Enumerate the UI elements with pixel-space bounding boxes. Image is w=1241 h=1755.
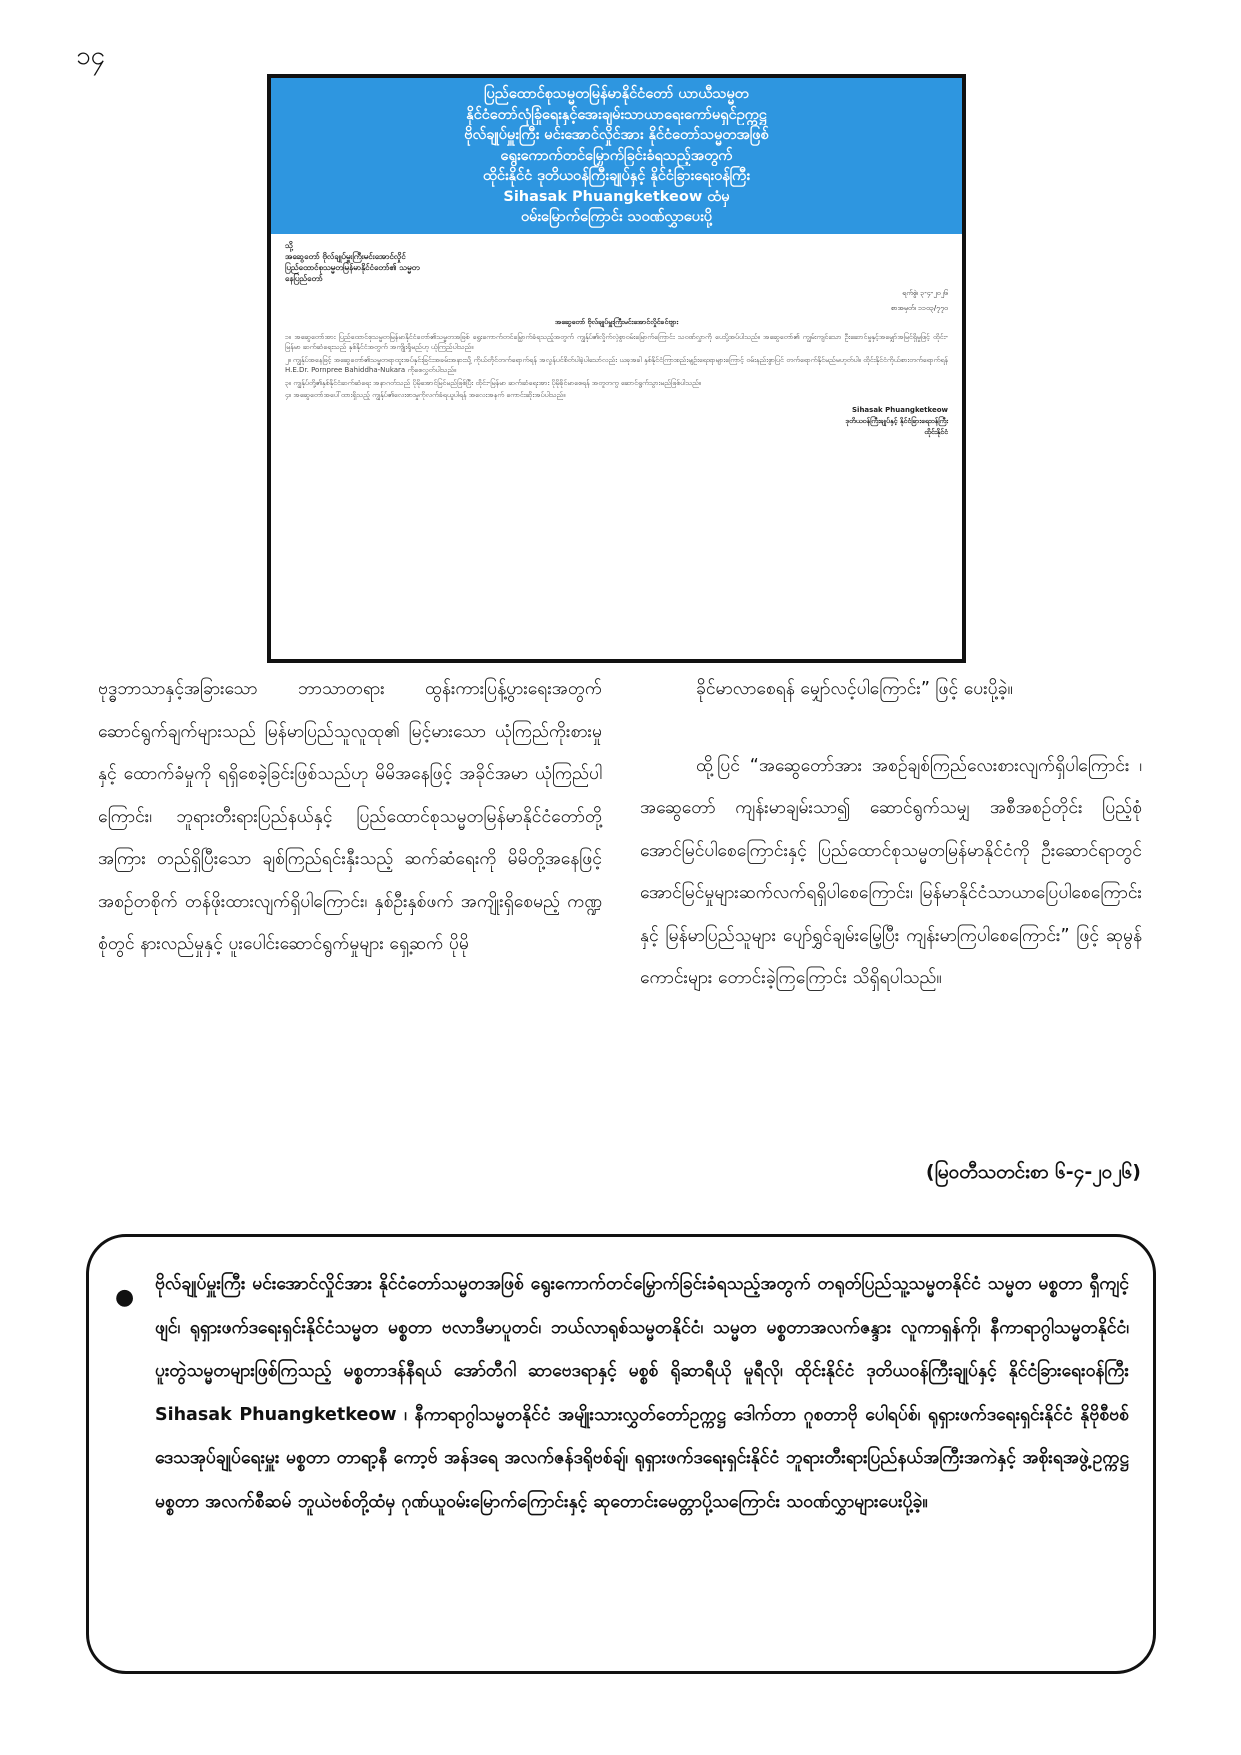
letter-image — [267, 74, 966, 663]
letter-paragraph: ၂။ ကျွန်ုပ်အနေဖြင့် အဆွေတော်၏သမ္မတရာထူးအပ်နှင်းခြင်းအခမ်းအနားသို့ ကိုယ်တိုင်တက်ရောက်ရန် အလွန်ပင်စိတ်ပါခဲ့ပါသော်လည်း ယခုအခါ နှစ်နိုင်ငံကြားစည်းမျဉ်းရေးရာများကြောင့် ဝမ်းနည်းစွာပြင် တက်ရောက်နိုင်မည်မဟုတ်ပါ။ ထိုင်းနိုင်ငံကိုယ်စားတက်ရောက်ရန် H.E.Dr. Pornpree Bahiddha-Nukara ကိုစေလွှတ်ပါသည်။ — [285, 355, 948, 374]
page-number: ၁၄ — [76, 41, 106, 71]
bullet-icon: ● — [115, 1285, 135, 1310]
article-right-column — [640, 668, 1142, 1000]
article-left-column — [98, 668, 602, 966]
letter-header — [271, 78, 962, 234]
letter-salutation: အဆွေတော် ဗိုလ်ချုပ်မှူးကြီးမင်းအောင်လှိုင်ခင်ဗျား — [554, 318, 679, 326]
letter-header-line: ထိုင်းနိုင်ငံ ဒုတိယဝန်ကြီးချုပ်နှင့် နိုင်ငံခြားရေးဝန်ကြီး — [482, 168, 751, 184]
article-paragraph: ထို့ပြင် “အဆွေတော်အား အစဉ်ချစ်ကြည်လေးစားလျက်ရှိပါကြောင်း ၊ အဆွေတော် ကျန်းမာချမ်းသာ၍ ဆောင်ရွက်သမျှ အစီအစဉ်တိုင်း ပြည့်စုံအောင်မြင်ပါစေကြောင်းနှင့် ပြည်ထောင်စုသမ္မတမြန်မာနိုင်ငံကို ဦးဆောင်ရာတွင် အောင်မြင်မှုများဆက်လက်ရရှိပါစေကြောင်း၊ မြန်မာနိုင်ငံသာယာပြေပါစေကြောင်းနှင့် မြန်မာပြည်သူများ ပျော်ရွှင်ချမ်းမြေ့ပြီး ကျန်းမာကြပါစေကြောင်း” ဖြင့် ဆုမွန်ကောင်းများ တောင်းခဲ့ကြကြောင်း သိရှိရပါသည်။ — [640, 755, 1142, 988]
letter-reference: စာအမှတ်၊ ၁၁၀၃/၇၇၀ — [890, 303, 948, 312]
letter-to-label: သို့ — [285, 241, 293, 250]
letter-signature-line: ထိုင်းနိုင်ငံ — [924, 427, 948, 436]
letter-header-line: ရွေးကောက်တင်မြှောက်ခြင်းခံရသည့်အတွက် — [500, 147, 733, 164]
letter-signature-line: ဒုတိယဝန်ကြီးချုပ်နှင့် နိုင်ငံခြားရေးဝန်ကြီး — [845, 416, 948, 425]
letter-addressee-line: နေပြည်တော် — [285, 274, 323, 283]
letter-date: ရက်စွဲ၊ ၃-၄-၂၀၂၆ — [902, 289, 948, 297]
letter-addressee-line: ပြည်ထောင်စုသမ္မတမြန်မာနိုင်ငံတော်၏ သမ္မတ — [285, 263, 420, 272]
letter-paragraph: ၃။ ကျွန်ုပ်တို့၏နှစ်နိုင်ငံဆက်ဆံရေး အနာဂတ်သည် ပိုမိုအောင်မြင်မည်ဖြစ်ပြီး ထိုင်း-မြန်မာ ဆက်ဆံရေးအား ပိုမိုခိုင်မာစေရန် အတူတကွ ဆောင်ရွက်သွားမည်ဖြစ်ပါသည်။ — [285, 378, 702, 387]
letter-addressee-line: အဆွေတော် ဗိုလ်ချုပ်မှူးကြီးမင်းအောင်လှိုင် — [285, 252, 406, 261]
letter-paragraph: ၄။ အဆွေတော်အပေါ်ထားရှိသည့် ကျွန်ုပ်၏လေးစားမှုကိုလက်ခံရယူပါရန် အလေးအနက် ကောင်းဆိုးအပ်ပါသည်။ — [285, 391, 566, 399]
letter-body — [271, 234, 962, 438]
letter-header-line: ဝမ်းမြောက်ကြောင်း သဝဏ်လွှာပေးပို့ — [520, 209, 713, 225]
letter-header-line: ဗိုလ်ချုပ်မှူးကြီး မင်းအောင်လှိုင်အား နိုင်ငံတော်သမ္မတအဖြစ် — [464, 127, 769, 143]
summary-text: ဗိုလ်ချုပ်မှူးကြီး မင်းအောင်လှိုင်အား နိုင်ငံတော်သမ္မတအဖြစ် ရွေးကောက်တင်မြှောက်ခြင်းခံရသည့်အတွက် တရုတ်ပြည်သူ့သမ္မတနိုင်ငံ သမ္မတ မစ္စတာ ရှီကျင့်ဖျင်၊ ရုရှားဖက်ဒရေးရှင်းနိုင်ငံသမ္မတ မစ္စတာ ဗလာဒီမာပူတင်၊ ဘယ်လာရုစ်သမ္မတနိုင်ငံ၊ သမ္မတ မစ္စတာအလက်ဇန္ဒား လူကာရှန်ကို၊ နီကာရာဂွါသမ္မတနိုင်ငံ၊ ပူးတွဲသမ္မတများဖြစ်ကြသည့် မစ္စတာဒန်နီရယ် အော်တီဂါ ဆာဗေဒရာနှင့် မစ္စစ် ရိုဆာရီယို မူရီလို၊ ထိုင်းနိုင်ငံ ဒုတိယဝန်ကြီးချုပ်နှင့် နိုင်ငံခြားရေးဝန်ကြီး Sihasak Phuangketkeow ၊ နီကာရာဂွါသမ္မတနိုင်ငံ အမျိုးသားလွှတ်တော်ဥက္ကဋ္ဌ ဒေါက်တာ ဂူစတာဗို ပေါရပ်စ်၊ ရုရှားဖက်ဒရေးရှင်းနိုင်ငံ နိုဗိုစီဗစ်ဒေသအုပ်ချုပ်ရေးမှူး မစ္စတာ တာရာ့နီ ကော့ဗ် အန်ဒရေ အလက်ဇန်ဒရိုဗစ်ချ်၊ ရုရှားဖက်ဒရေးရှင်းနိုင်ငံ ဘူရားတီးရားပြည်နယ်အကြီးအကဲနှင့် အစိုးရအဖွဲ့ဥက္ကဋ္ဌ မစ္စတာ အလက်စီဆမ် ဘူယဲဗစ်တို့ထံမှ ဂုဏ်ယူဝမ်းမြောက်ကြောင်းနှင့် ဆုတောင်းမေတ္တာပို့သကြောင်း သဝဏ်လွှာများပေးပို့ခဲ့။ — [155, 1274, 1129, 1512]
letter-header-line: Sihasak Phuangketkeow ထံမှ — [503, 188, 730, 205]
letter-header-line: နိုင်ငံတော်လုံခြုံရေးနှင့်အေးချမ်းသာယာရေးကော်မရှင်ဥက္ကဋ္ဌ — [466, 106, 767, 123]
summary-box — [86, 1234, 1156, 1674]
letter-header-line: ပြည်ထောင်စုသမ္မတမြန်မာနိုင်ငံတော် ယာယီသမ္မတ — [484, 86, 749, 102]
letter-signature-line: Sihasak Phuangketkeow — [852, 405, 948, 414]
letter-paragraph: ၁။ အဆွေတော်အား ပြည်ထောင်စုသမ္မတမြန်မာနိုင်ငံတော်၏သမ္မတအဖြစ် ရွေးကောက်တင်မြှောက်ခံရသည့်အတွက် ကျွန်ုပ်၏လှိုက်လှဲစွာဝမ်းမြောက်ကြောင်း သဝဏ်လွှာကို ပေးပို့အပ်ပါသည်။ အဆွေတော်၏ ကျွမ်းကျင်သော ဦးဆောင်မှုနှင့်အမျှော်အမြင်ရှိမှုဖြင့် ထိုင်း-မြန်မာ ဆက်ဆံရေးသည် နှစ်နိုင်ငံအတွက် အကျိုးရှိမည်ဟု ယုံကြည်ပါသည်။ — [285, 332, 948, 351]
article-paragraph: ဗုဒ္ဓဘာသာနှင့်အခြားသော ဘာသာတရား ထွန်းကားပြန့်ပွားရေးအတွက် ဆောင်ရွက်ချက်များသည် မြန်မာပြည်သူလူထု၏ မြင့်မားသော ယုံကြည်ကိုးစားမှုနှင့် ထောက်ခံမှုကို ရရှိစေခဲ့ခြင်းဖြစ်သည်ဟု မိမိအနေဖြင့် အခိုင်အမာ ယုံကြည်ပါကြောင်း၊ ဘူရားတီးရားပြည်နယ်နှင့် ပြည်ထောင်စုသမ္မတမြန်မာနိုင်ငံတော်တို့အကြား တည်ရှိပြီးသော ချစ်ကြည်ရင်းနှီးသည့် ဆက်ဆံရေးကို မိမိတို့အနေဖြင့် အစဉ်တစိုက် တန်ဖိုးထားလျက်ရှိပါကြောင်း၊ နှစ်ဦးနှစ်ဖက် အကျိုးရှိစေမည့် ကဏ္ဍစုံတွင် နားလည်မှုနှင့် ပူးပေါင်းဆောင်ရွက်မှုများ ရှေ့ဆက် ပိုမို — [98, 679, 602, 954]
article-source: (မြဝတီသတင်းစာ ၆-၄-၂၀၂၆) — [925, 1161, 1141, 1183]
article-paragraph: ခိုင်မာလာစေရန် မျှော်လင့်ပါကြောင်း” ဖြင့် ပေးပို့ခဲ့။ — [696, 679, 1013, 699]
letter-signature — [285, 405, 948, 438]
